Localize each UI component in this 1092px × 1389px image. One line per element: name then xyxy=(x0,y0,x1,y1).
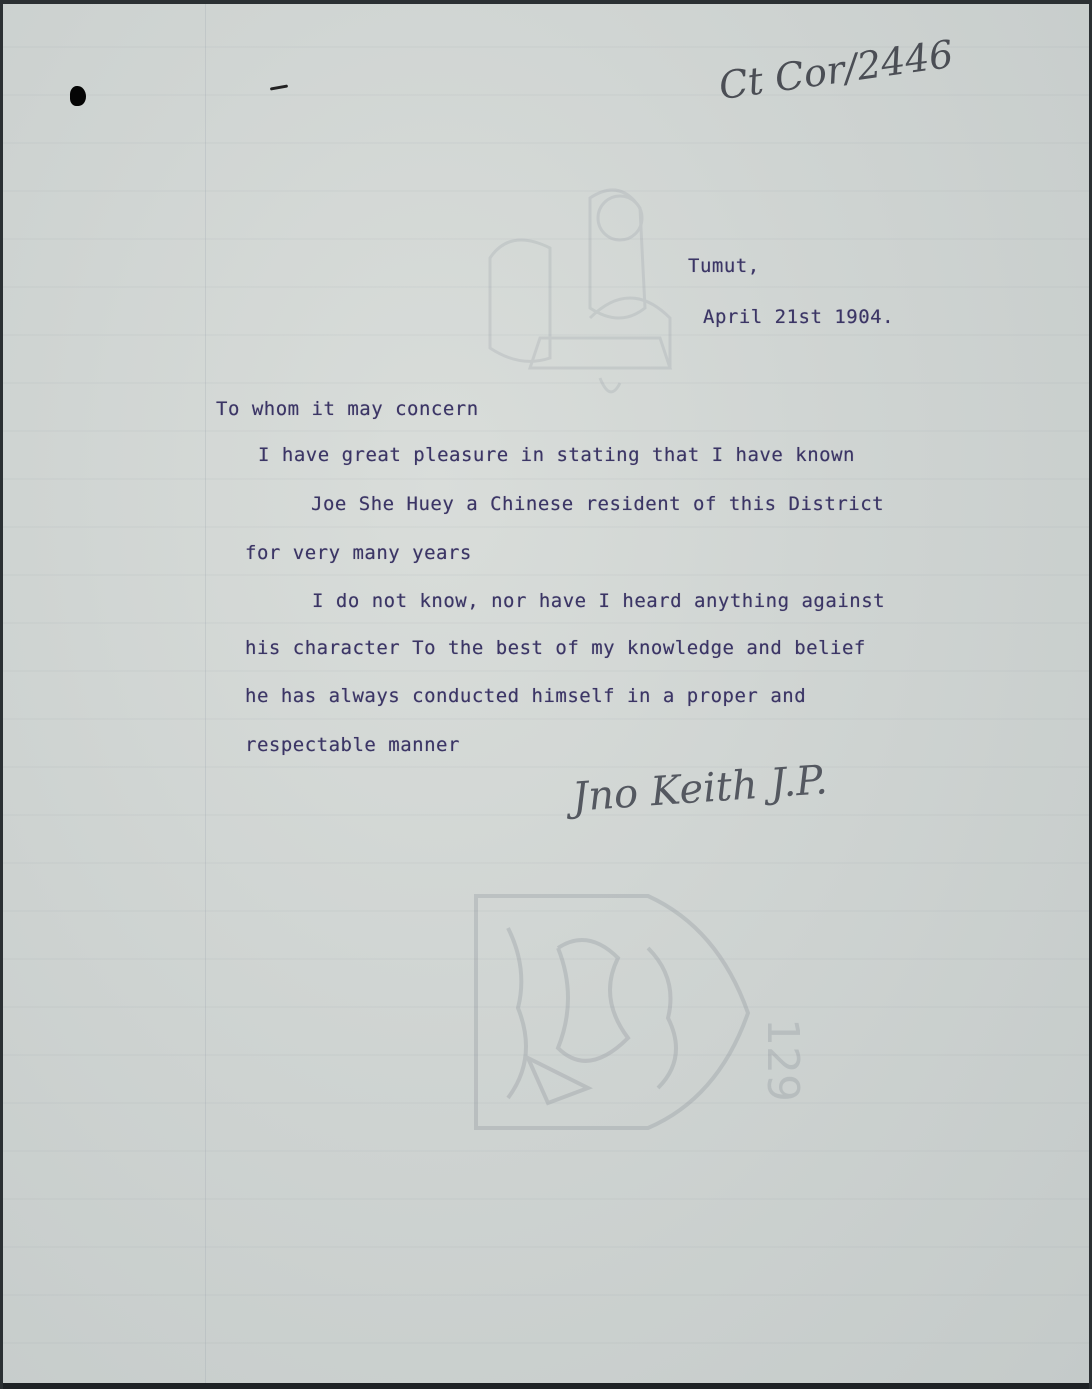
scan-border-top xyxy=(0,0,1092,4)
letter-salutation: To whom it may concern xyxy=(216,398,479,420)
signature: Jno Keith J.P. xyxy=(570,757,829,821)
body-line-5: his character To the best of my knowledge and belief xyxy=(245,637,866,659)
pen-mark xyxy=(270,84,288,90)
reference-note: Ct Cor/2446 xyxy=(716,31,956,109)
body-line-7: respectable manner xyxy=(245,734,460,756)
scan-border-left xyxy=(0,0,3,1389)
body-line-1: I have great pleasure in stating that I have known xyxy=(258,444,855,466)
body-line-6: he has always conducted himself in a proper and xyxy=(245,685,807,707)
stamp-number: 129 xyxy=(757,1018,808,1102)
letter-date: April 21st 1904. xyxy=(703,306,895,328)
letter-place: Tumut, xyxy=(688,255,760,277)
crest-watermark-icon xyxy=(470,168,710,408)
body-line-2: Joe She Huey a Chinese resident of this District xyxy=(311,493,885,515)
body-line-4: I do not know, nor have I heard anything against xyxy=(312,590,886,612)
scan-border-bottom xyxy=(0,1383,1092,1389)
ink-blot-mark xyxy=(70,86,86,106)
shield-stamp-icon xyxy=(468,888,808,1148)
body-line-3: for very many years xyxy=(245,542,472,564)
